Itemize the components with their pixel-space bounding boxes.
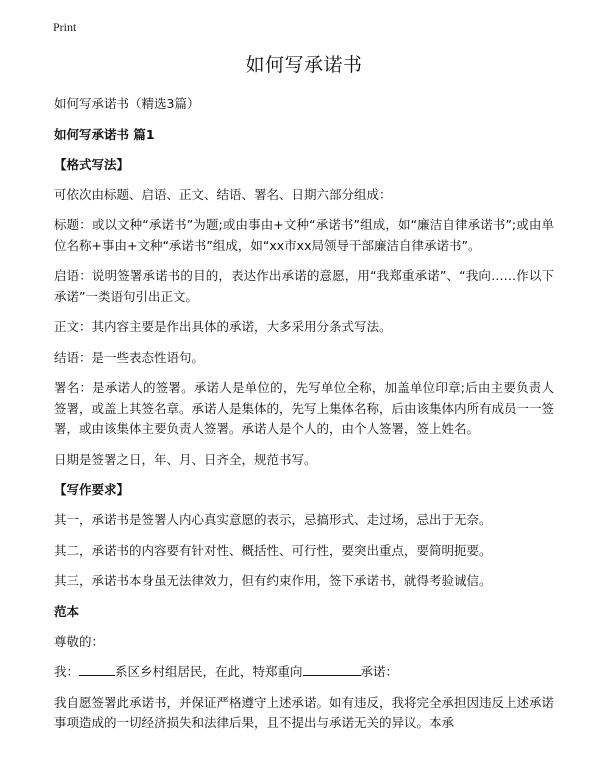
- document-body: [54, 52, 554, 744]
- requirement-2: 其二，承诺书的内容要有针对性、概括性、可行性，要突出重点，要简明扼要。: [54, 542, 492, 558]
- print-label: Print: [53, 20, 77, 34]
- writing-heading: 【写作要求】: [54, 482, 130, 497]
- page-title: 如何写承诺书: [245, 54, 363, 76]
- title-paragraph: 标题：或以文种“承诺书”为题;或由事由+文种“承诺书”组成，如“廉洁自律承诺书”;或由单位名称+事由+文种“承诺书”组成，如“xx市xx局领导干部廉洁自律承诺书”。: [54, 217, 554, 253]
- article-heading: 如何写承诺书 篇1: [54, 126, 155, 142]
- name-blank: [79, 662, 115, 676]
- pledge-suffix: 承诺：: [360, 664, 399, 679]
- pledge-line: [54, 662, 554, 683]
- format-heading: 【格式写法】: [54, 156, 130, 172]
- commitment-paragraph: 我自愿签署此承诺书，并保证严格遵守上述承诺。如有违反，我将完全承担因违反上述承诺事项造成的一切经济损失和法律后果，且不提出与承诺无关的异议。本承: [54, 694, 555, 730]
- body-paragraph: 正文：其内容主要是作出具体的承诺，大多采用分条式写法。: [54, 319, 392, 334]
- sample-heading: 范本: [54, 603, 80, 619]
- requirement-1: 其一，承诺书是签署人内心真实意愿的表示，忌搞形式、走过场，忌出于无奈。: [54, 512, 492, 527]
- opening-paragraph: 启语：说明签署承诺书的目的，表达作出承诺的意愿，用“我郑重承诺”、“我向……作以下承诺”一类语句引出正文。: [54, 268, 554, 304]
- recipient-blank: [303, 662, 361, 676]
- signature-paragraph: 署名：是承诺人的签署。承诺人是单位的，先写单位全称，加盖单位印章;后由主要负责人签署，或盖上其签名章。承诺人是集体的，先写上集体名称，后由该集体内所有成员一一签署，或由该集体主要负责人签署。承诺人是个人的，由个人签署，签上姓名。: [54, 380, 555, 436]
- requirement-3: 其三，承诺书本身虽无法律效力，但有约束作用，签下承诺书，就得考验诚信。: [54, 573, 492, 588]
- date-paragraph: 日期是签署之日，年、月、日齐全，规范书写。: [54, 451, 317, 467]
- closing-paragraph: 结语：是一些表态性语句。: [54, 349, 205, 365]
- salutation: 尊敬的：: [54, 633, 105, 649]
- intro-paragraph: 可依次由标题、启语、正文、结语、署名、日期六部分组成：: [54, 186, 392, 202]
- document-subtitle: 如何写承诺书（精选3篇）: [54, 96, 200, 111]
- pledge-prefix: 我：: [54, 664, 80, 679]
- pledge-middle: 系区乡村组居民，在此，特郑重向: [115, 664, 303, 679]
